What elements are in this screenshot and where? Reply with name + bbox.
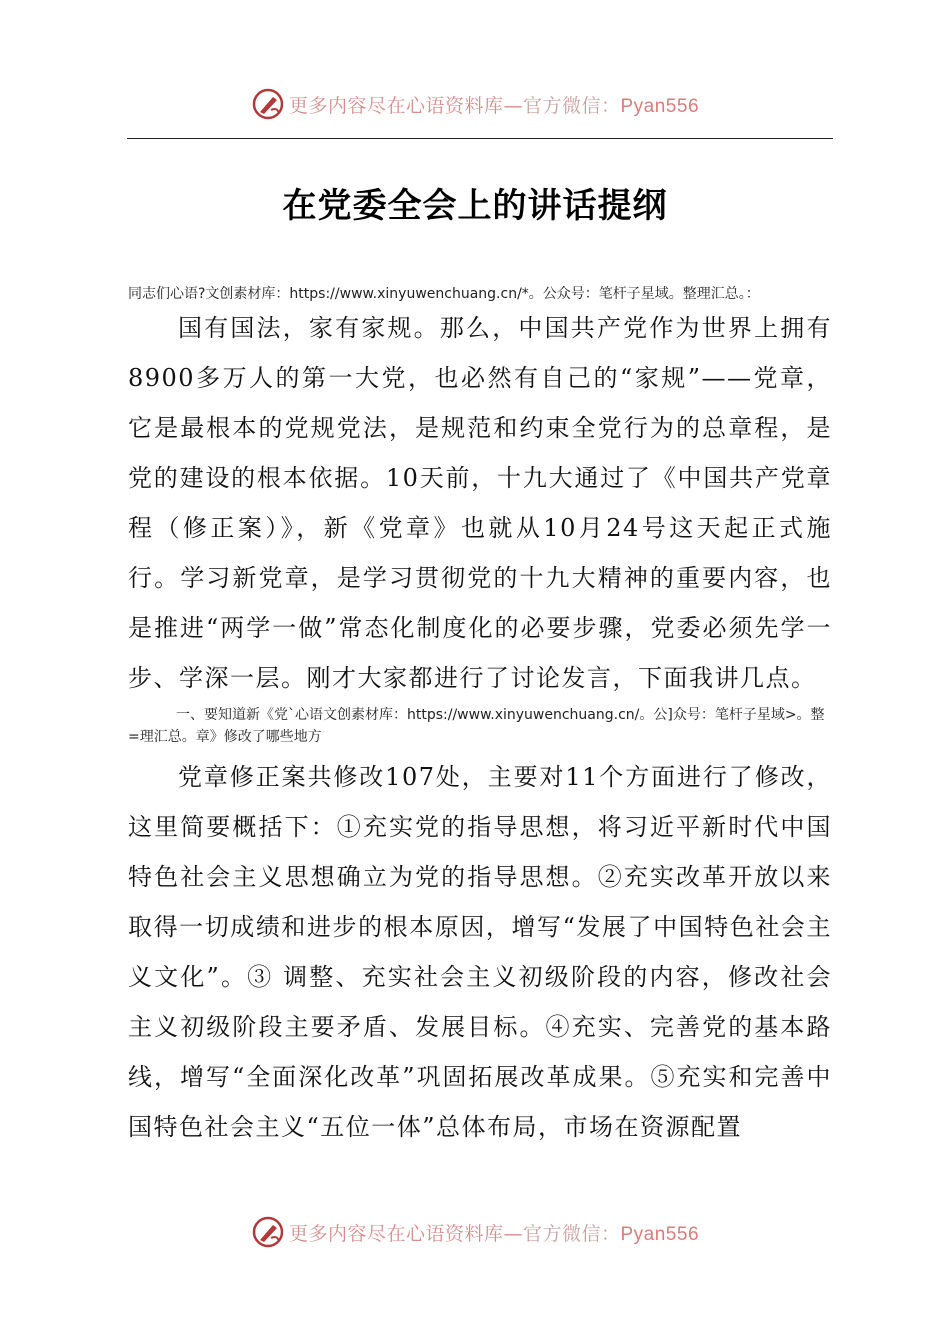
paragraph-2: 党章修正案共修改107处，主要对11个方面进行了修改，这里简要概括下：①充实党的指导思想，将习近平新时代中国特色社会主义思想确立为党的指导思想。②充实改革开放以来取得一切成绩和进步的根本原因，增写“发展了中国特色社会主义文化”。③ 调整、充实社会主义初级阶段的内容，修改社会主义初级阶段主要矛盾、发展目标。④充实、完善党的基本路线，增写“全面深化改革”巩固拓展改革成果。⑤充实和完善中国特色社会主义“五位一体”总体布局，市场在资源配置 — [128, 763, 832, 1141]
pen-logo-icon — [251, 87, 285, 121]
banner-text: 更多内容尽在心语资料库—官方微信：Pyan556 — [288, 1222, 700, 1245]
pen-logo-icon — [251, 1215, 285, 1249]
paragraph-1: 国有国法，家有家规。那么，中国共产党作为世界上拥有8900多万人的第一大党，也必然有自己的“家规”——党章，它是最根本的党规党法，是规范和约束全党行为的总章程，是党的建设的根本依据。10天前，十九大通过了《中国共产党章程（修正案）》，新《党章》也就从10月24号这天起正式施行。学习新党章，是学习贯彻党的十九大精神的重要内容，也是推进“两学一做”常态化制度化的必要步骤，党委必须先学一步、学深一层。刚才大家都进行了讨论发言，下面我讲几点。 — [128, 314, 832, 692]
banner-text: 更多内容尽在心语资料库—官方微信：Pyan556 — [288, 94, 700, 117]
intro-line: 同志们心语?文创素材库：https://www.xinyuwenchuang.cn/*。公众号：笔杆子星域。整理汇总。： — [128, 286, 760, 302]
section-heading-1: 一、要知道新《党`心语文创素材库：https://www.xinyuwenchuang.cn/。公]众号：笔杆子星域>。整=理汇总。章》修改了哪些地方 — [128, 707, 825, 745]
header-banner — [0, 84, 950, 124]
header-rule — [127, 138, 833, 139]
document-title: 在党委全会上的讲话提纲 — [282, 186, 668, 226]
footer-banner — [0, 1212, 950, 1252]
